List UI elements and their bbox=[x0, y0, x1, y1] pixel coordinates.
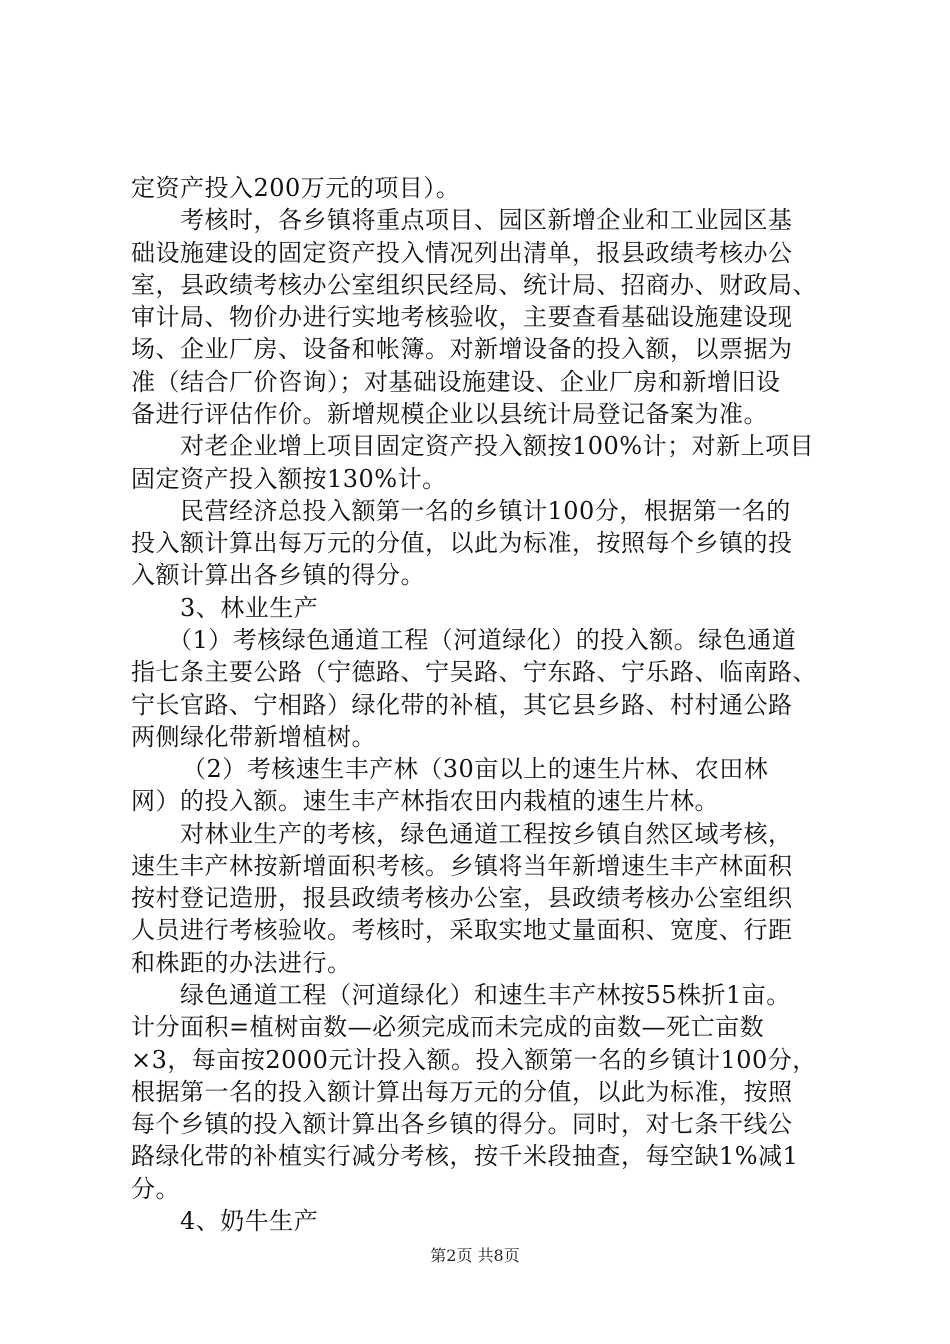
text-line: 民营经济总投入额第一名的乡镇计100分，根据第一名的 bbox=[180, 496, 791, 525]
text-line: 计分面积=植树亩数—必须完成而未完成的亩数—死亡亩数 bbox=[131, 1013, 765, 1042]
text-line: 和株距的办法进行。 bbox=[131, 948, 352, 977]
text-line: 固定资产投入额按130%计。 bbox=[131, 464, 447, 493]
page-footer: 第2页 共8页 bbox=[430, 1246, 520, 1265]
text-line: 绿色通道工程（河道绿化）和速生丰产林按55株折1亩。 bbox=[180, 981, 791, 1010]
text-line: （2）考核速生丰产林（30亩以上的速生片林、农田林 bbox=[182, 755, 769, 784]
text-line: 考核时，各乡镇将重点项目、园区新增企业和工业园区基 bbox=[180, 206, 793, 235]
text-line: 础设施建设的固定资产投入情况列出清单，报县政绩考核办公 bbox=[131, 238, 793, 267]
text-line: ×3，每亩按2000元计投入额。投入额第一名的乡镇计100分， bbox=[131, 1045, 817, 1074]
text-line: 对林业生产的考核，绿色通道工程按乡镇自然区域考核， bbox=[180, 819, 793, 848]
text-line: 路绿化带的补植实行减分考核，按千米段抽查，每空缺1%减1 bbox=[131, 1142, 799, 1171]
text-line: 根据第一名的投入额计算出每万元的分值，以此为标准，按照 bbox=[131, 1077, 793, 1106]
text-line: 网）的投入额。速生丰产林指农田内栽植的速生片林。 bbox=[131, 787, 719, 816]
text-line: 速生丰产林按新增面积考核。乡镇将当年新增速生丰产林面积 bbox=[131, 851, 793, 880]
text-line: 定资产投入200万元的项目）。 bbox=[131, 174, 461, 202]
text-line: 分。 bbox=[131, 1174, 180, 1203]
text-line: 入额计算出各乡镇的得分。 bbox=[131, 561, 425, 590]
text-line: 场、企业厂房、设备和帐簿。对新增设备的投入额，以票据为 bbox=[131, 335, 793, 364]
text-line: （1）考核绿色通道工程（河道绿化）的投入额。绿色通道 bbox=[168, 625, 797, 654]
text-line: 对老企业增上项目固定资产投入额按100%计；对新上项目 bbox=[180, 432, 815, 461]
text-line: 两侧绿化带新增植树。 bbox=[131, 722, 376, 751]
text-line: 每个乡镇的投入额计算出各乡镇的得分。同时，对七条干线公 bbox=[131, 1110, 793, 1139]
text-line: 审计局、物价办进行实地考核验收，主要查看基础设施建设现 bbox=[131, 303, 793, 332]
text-line: 指七条主要公路（宁德路、宁吴路、宁东路、宁乐路、临南路、 bbox=[131, 658, 817, 687]
section-heading: 4、奶牛生产 bbox=[180, 1207, 319, 1235]
text-line: 人员进行考核验收。考核时，采取实地丈量面积、宽度、行距 bbox=[131, 916, 793, 945]
text-line: 宁长官路、宁相路）绿化带的补植，其它县乡路、村村通公路 bbox=[131, 690, 793, 719]
text-line: 投入额计算出每万元的分值，以此为标准，按照每个乡镇的投 bbox=[131, 529, 793, 558]
text-line: 备进行评估作价。新增规模企业以县统计局登记备案为准。 bbox=[131, 399, 768, 428]
text-line: 室，县政绩考核办公室组织民经局、统计局、招商办、财政局、 bbox=[131, 270, 817, 299]
text-line: 按村登记造册，报县政绩考核办公室，县政绩考核办公室组织 bbox=[131, 884, 793, 913]
section-heading: 3、林业生产 bbox=[180, 593, 319, 622]
text-line: 准（结合厂价咨询）；对基础设施建设、企业厂房和新增旧设 bbox=[131, 367, 781, 396]
